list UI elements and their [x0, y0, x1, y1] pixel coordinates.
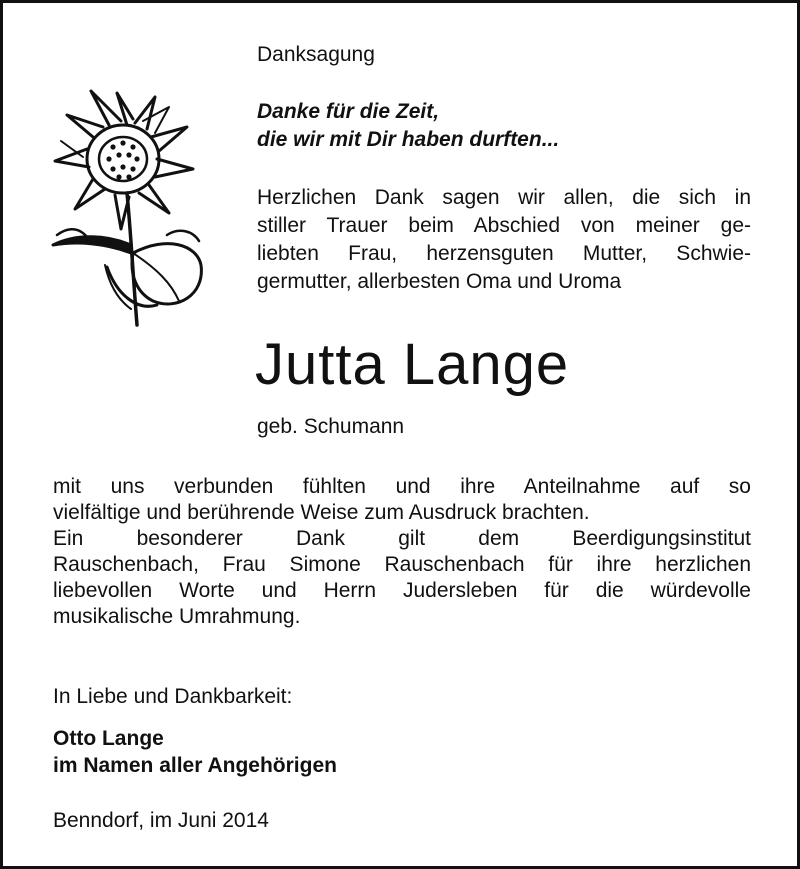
body-line: mit uns verbunden fühlten und ihre Anteilnahme auf so [53, 475, 751, 498]
closing-phrase: In Liebe und Dankbarkeit: [53, 685, 293, 708]
notice-heading: Danksagung [257, 43, 375, 66]
deceased-name: Jutta Lange [255, 332, 570, 397]
place-date: Benndorf, im Juni 2014 [53, 809, 269, 832]
intro-line: germutter, allerbesten Oma und Uroma [257, 270, 622, 293]
body-line: Ein besonderer Dank gilt dem Beerdigungsinstitut [53, 527, 751, 550]
signer-name: Otto Lange [53, 727, 164, 750]
signer-block [53, 725, 337, 779]
body-line: musikalische Umrahmung. [53, 605, 301, 628]
intro-line: Herzlichen Dank sagen wir allen, die sich in [257, 186, 751, 209]
intro-line: liebten Frau, herzensguten Mutter, Schwie- [257, 242, 751, 265]
thanks-body [53, 474, 751, 630]
birth-name: geb. Schumann [257, 415, 405, 438]
memorial-quote [257, 98, 559, 154]
body-line: Rauschenbach, Frau Simone Rauschenbach für ihre herzlichen [53, 553, 751, 576]
signer-subtitle: im Namen aller Angehörigen [53, 754, 337, 777]
quote-line: Danke für die Zeit, [257, 100, 440, 123]
thanks-intro [257, 184, 751, 296]
quote-line: die wir mit Dir haben durften... [257, 128, 560, 151]
body-line: liebevollen Worte und Herrn Judersleben für die würdevolle [53, 579, 751, 602]
intro-line: stiller Trauer beim Abschied von meiner ge- [257, 214, 751, 237]
sunflower-icon [47, 85, 207, 335]
body-line: vielfältige und berührende Weise zum Ausdruck brachten. [53, 501, 590, 524]
